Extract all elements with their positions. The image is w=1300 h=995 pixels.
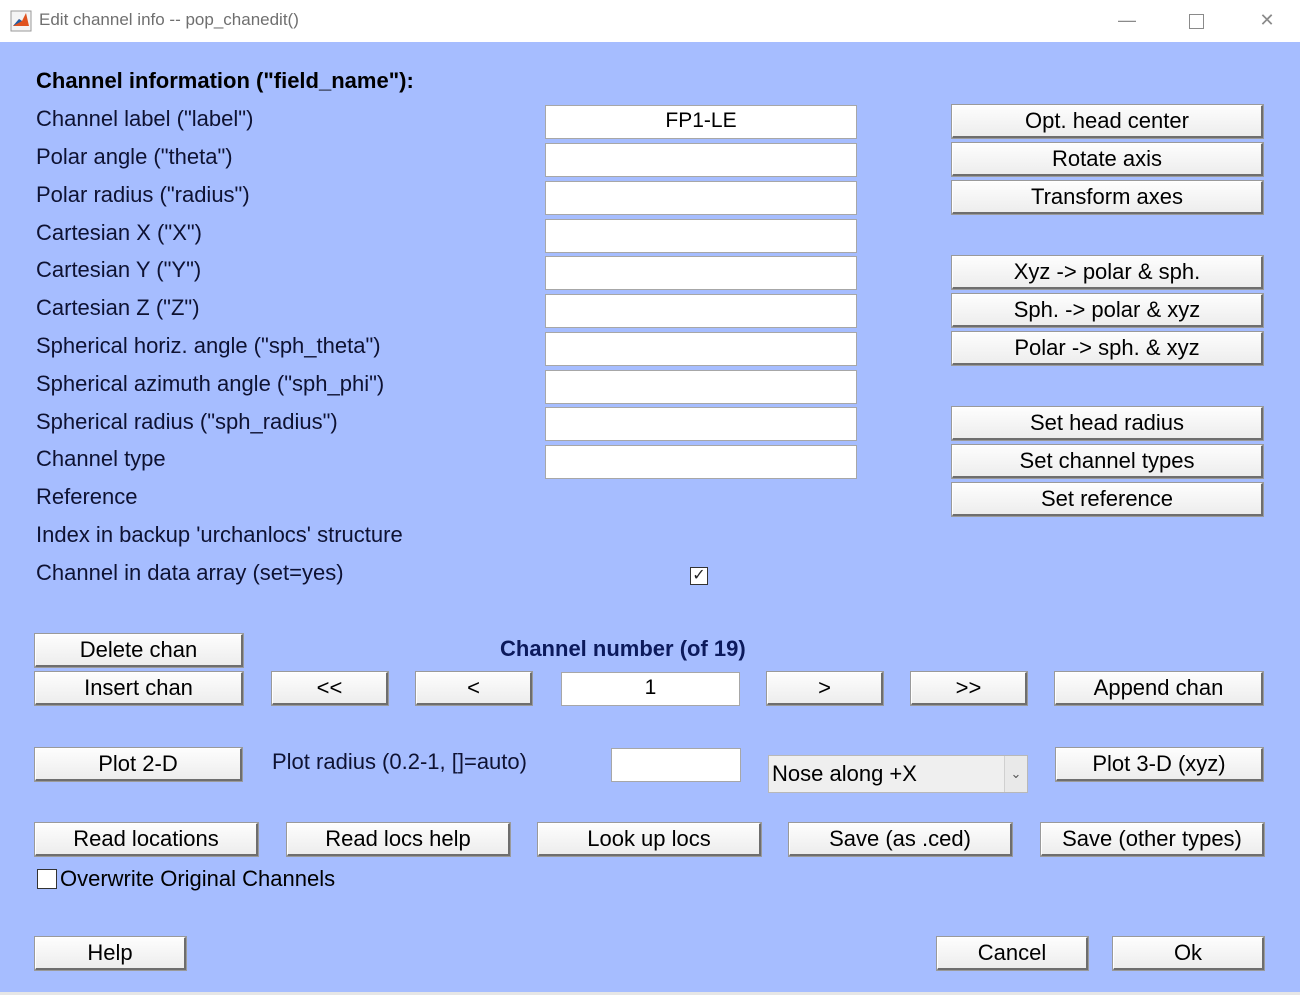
- cancel-button[interactable]: Cancel: [937, 937, 1088, 970]
- window-title: Edit channel info -- pop_chanedit(): [39, 10, 299, 29]
- cartesian-z-input[interactable]: [545, 294, 857, 328]
- save-ced-button[interactable]: Save (as .ced): [789, 823, 1012, 856]
- read-locations-button[interactable]: Read locations: [35, 823, 258, 856]
- prev-channel-button[interactable]: <: [416, 672, 532, 705]
- sph-phi-input[interactable]: [545, 370, 857, 404]
- close-button[interactable]: ✕: [1259, 10, 1275, 30]
- channel-count-label: (of 19): [679, 636, 746, 661]
- cartesian-x-input[interactable]: [545, 219, 857, 253]
- next-channel-button[interactable]: >: [767, 672, 883, 705]
- nose-direction-value: Nose along +X: [772, 761, 917, 786]
- set-reference-button[interactable]: Set reference: [952, 483, 1263, 516]
- channel-info-header: Channel information ("field_name"):: [36, 68, 414, 93]
- label-cartesian-z: Cartesian Z ("Z"): [36, 295, 200, 320]
- label-channel-label: Channel label ("label"): [36, 106, 254, 131]
- in-data-array-checkbox[interactable]: ✓: [690, 567, 708, 585]
- plot-2d-button[interactable]: Plot 2-D: [35, 748, 242, 781]
- read-locs-help-button[interactable]: Read locs help: [287, 823, 510, 856]
- xyz-to-polar-button[interactable]: Xyz -> polar & sph.: [952, 256, 1263, 289]
- cartesian-y-input[interactable]: [545, 256, 857, 290]
- plot-radius-input[interactable]: [611, 748, 741, 782]
- help-button[interactable]: Help: [35, 937, 186, 970]
- label-sph-phi: Spherical azimuth angle ("sph_phi"): [36, 371, 385, 396]
- polar-to-sph-button[interactable]: Polar -> sph. & xyz: [952, 332, 1263, 365]
- sph-theta-input[interactable]: [545, 332, 857, 366]
- label-urchan-index: Index in backup 'urchanlocs' structure: [36, 522, 403, 547]
- channel-number-header: [500, 636, 746, 662]
- polar-angle-input[interactable]: [545, 143, 857, 177]
- last-channel-button[interactable]: >>: [911, 672, 1027, 705]
- minimize-button[interactable]: —: [1118, 10, 1136, 30]
- plot-radius-label: Plot radius (0.2-1, []=auto): [272, 749, 527, 774]
- overwrite-label: Overwrite Original Channels: [60, 866, 336, 891]
- matlab-icon: [10, 10, 32, 32]
- label-sph-radius: Spherical radius ("sph_radius"): [36, 409, 338, 434]
- label-polar-angle: Polar angle ("theta"): [36, 144, 233, 169]
- polar-radius-input[interactable]: [545, 181, 857, 215]
- overwrite-checkbox[interactable]: [37, 869, 57, 889]
- label-reference: Reference: [36, 484, 138, 509]
- append-chan-button[interactable]: Append chan: [1055, 672, 1263, 705]
- label-polar-radius: Polar radius ("radius"): [36, 182, 250, 207]
- title-bar: [0, 0, 1300, 42]
- label-sph-theta: Spherical horiz. angle ("sph_theta"): [36, 333, 381, 358]
- sph-radius-input[interactable]: [545, 407, 857, 441]
- set-channel-types-button[interactable]: Set channel types: [952, 445, 1263, 478]
- nose-direction-select[interactable]: [768, 755, 1028, 793]
- channel-type-input[interactable]: [545, 445, 857, 479]
- ok-button[interactable]: Ok: [1113, 937, 1264, 970]
- maximize-button[interactable]: [1173, 0, 1219, 40]
- label-cartesian-x: Cartesian X ("X"): [36, 220, 202, 245]
- transform-axes-button[interactable]: Transform axes: [952, 181, 1263, 214]
- insert-chan-button[interactable]: Insert chan: [35, 672, 243, 705]
- sph-to-polar-button[interactable]: Sph. -> polar & xyz: [952, 294, 1263, 327]
- plot-3d-button[interactable]: Plot 3-D (xyz): [1056, 748, 1263, 781]
- label-in-data-array: Channel in data array (set=yes): [36, 560, 344, 585]
- channel-number-label: Channel number: [500, 636, 674, 661]
- opt-head-center-button[interactable]: Opt. head center: [952, 105, 1263, 138]
- set-head-radius-button[interactable]: Set head radius: [952, 407, 1263, 440]
- chevron-down-icon[interactable]: ⌄: [1004, 756, 1027, 792]
- dialog-panel: [0, 42, 1300, 995]
- look-up-locs-button[interactable]: Look up locs: [538, 823, 761, 856]
- delete-chan-button[interactable]: Delete chan: [35, 634, 243, 667]
- rotate-axis-button[interactable]: Rotate axis: [952, 143, 1263, 176]
- save-other-types-button[interactable]: Save (other types): [1041, 823, 1264, 856]
- first-channel-button[interactable]: <<: [272, 672, 388, 705]
- channel-label-input[interactable]: FP1-LE: [545, 105, 857, 139]
- label-channel-type: Channel type: [36, 446, 166, 471]
- maximize-icon: [1189, 14, 1204, 29]
- label-cartesian-y: Cartesian Y ("Y"): [36, 257, 202, 282]
- channel-number-input[interactable]: 1: [561, 672, 740, 706]
